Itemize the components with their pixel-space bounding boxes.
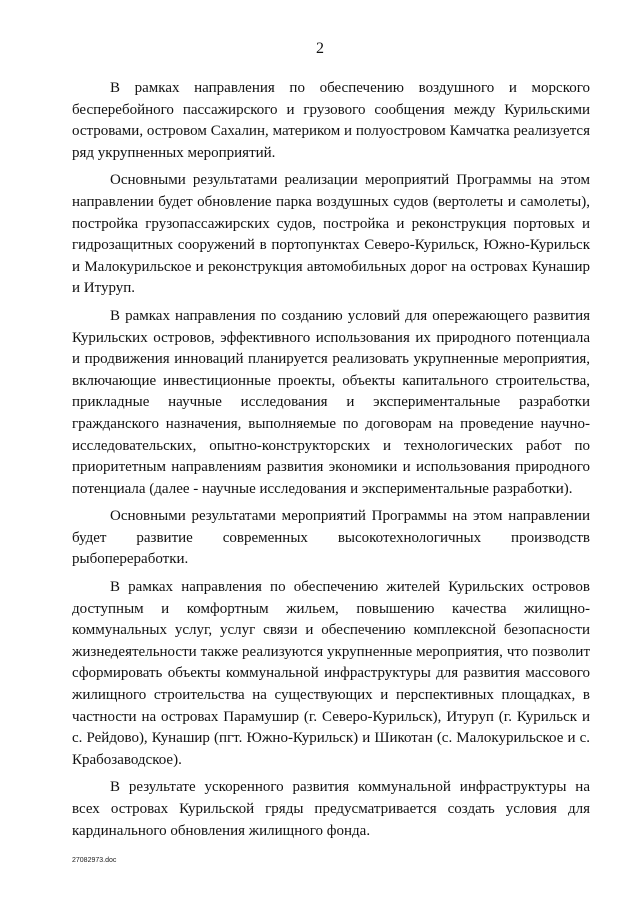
paragraph-development: В рамках направления по созданию условий для опережающего развития Курильских островов, эффективного использования их природного потенциала и продвижения инноваций планируется реализовать укрупненные мероприятия, включающие инвестиционные проекты, объекты капитального строительства, прикладные научные исследования и экспериментальные разработки гражданского назначения, выполняемые по договорам на проведение научно-исследовательских, опытно-конструкторских и технологических работ по приоритетным направлениям развития экономики и использования природного потенциала (далее - научные исследования и экспериментальные разработки).	[72, 307, 590, 497]
paragraph-transport-results: Основными результатами реализации мероприятий Программы на этом направлении будет обновление парка воздушных судов (вертолеты и самолеты), постройка грузопассажирских судов, постройка и реконструкция портовых и гидрозащитных сооружений в портопунктах Северо-Курильск, Южно-Курильск и Малокурильское и реконструкция автомобильных дорог на островах Кунашир и Итуруп.	[72, 172, 590, 297]
page-number: 2	[316, 40, 324, 57]
document-code: 27082973.doc	[72, 857, 117, 864]
paragraph-housing-results: В результате ускоренного развития коммунальной инфраструктуры на всех островах Курильской гряды предусматривается создать условия для кардинального обновления жилищного фонда.	[72, 779, 590, 839]
paragraph-development-results: Основными результатами мероприятий Программы на этом направлении будет развитие современных высокотехнологичных производств рыбопереработки.	[72, 508, 590, 568]
document-body	[72, 78, 590, 842]
paragraph-transport: В рамках направления по обеспечению воздушного и морского бесперебойного пассажирского и грузового сообщения между Курильскими островами, островом Сахалин, материком и полуостровом Камчатка реализуется ряд укрупненных мероприятий.	[72, 80, 590, 161]
paragraph-housing: В рамках направления по обеспечению жителей Курильских островов доступным и комфортным жильем, повышению качества жилищно-коммунальных услуг, услуг связи и обеспечению комплексной безопасности жизнедеятельности также реализуются укрупненные мероприятия, что позволит сформировать объекты коммунальной инфраструктуры для развития массового жилищного строительства на существующих и перспективных площадках, в частности на островах Парамушир (г. Северо-Курильск), Итуруп (г. Курильск и с. Рейдово), Кунашир (пгт. Южно-Курильск) и Шикотан (с. Малокурильское и с. Крабозаводское).	[72, 579, 590, 768]
